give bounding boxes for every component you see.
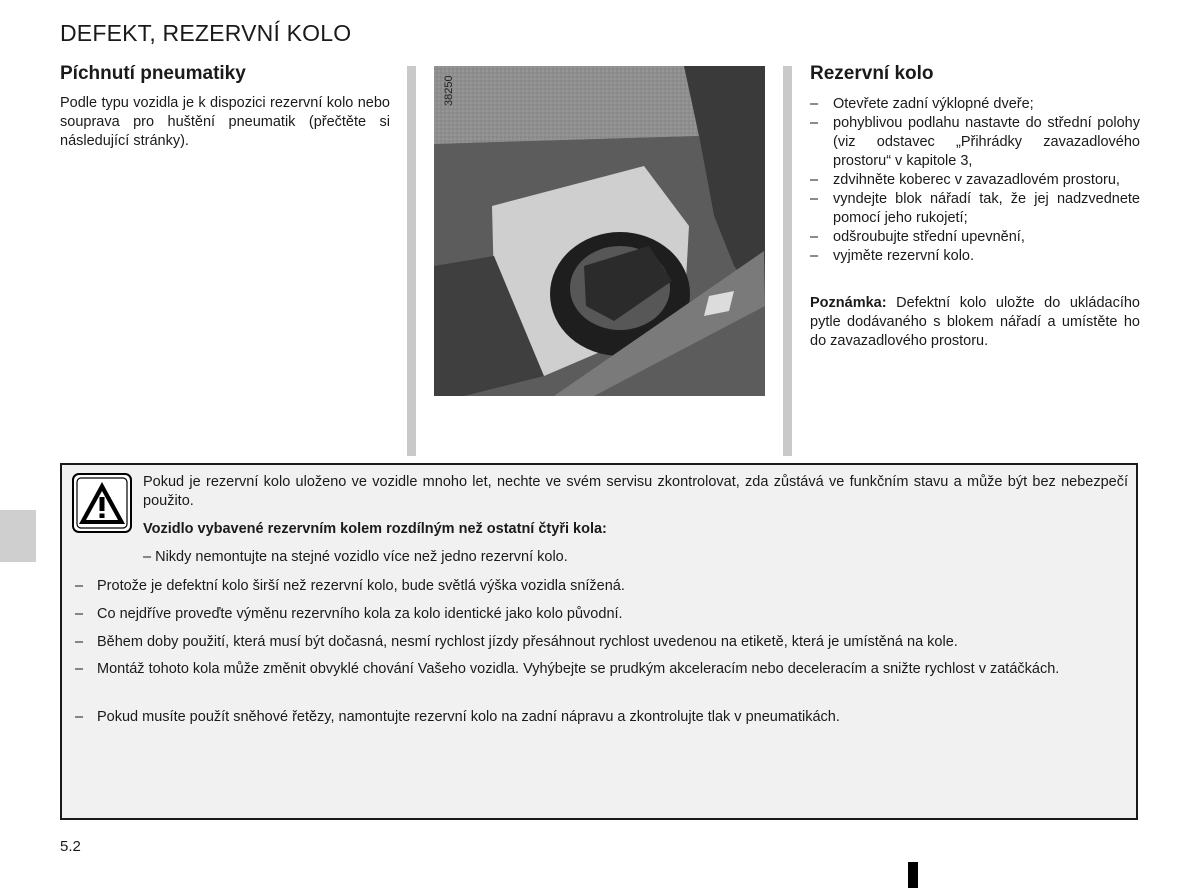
warning-list-item: – Montáž tohoto kola může změnit obvyklé chování Vašeho vozidla. Vyhýbejte se prudkým akceleracím nebo deceleracím a snižte rychlost v zatáčkách. xyxy=(75,661,1060,677)
spare-wheel-steps xyxy=(810,95,1140,266)
list-item: – pohyblivou podlahu nastavte do střední polohy (viz odstavec „Přihrádky zavazadlového prostoru“ v kapitole 3, xyxy=(810,115,1140,169)
puncture-paragraph: Podle typu vozidla je k dispozici rezervní kolo nebo souprava pro huštění pneumatik (přečtěte si následující stránky). xyxy=(60,95,390,149)
trunk-carpet-top xyxy=(434,66,699,144)
chapter-side-tab xyxy=(0,510,36,562)
page-title: DEFEKT, REZERVNÍ KOLO xyxy=(60,20,352,46)
section-heading-spare-wheel: Rezervní kolo xyxy=(810,63,934,84)
warning-sub-item: – Nikdy nemontujte na stejné vozidlo více než jedno rezervní kolo. xyxy=(143,549,568,565)
section-heading-puncture: Píchnutí pneumatiky xyxy=(60,63,246,84)
list-item: – zdvihněte koberec v zavazadlovém prostoru, xyxy=(810,172,1120,188)
warning-list-item: – Co nejdříve proveďte výměnu rezervního kola za kolo identické jako kolo původní. xyxy=(75,606,623,622)
note-text: Defektní kolo uložte do ukládacího pytle dodávaného s blokem nářadí a umístěte ho do zavazadlového prostoru. xyxy=(810,295,1140,349)
spare-wheel-note xyxy=(810,294,1140,351)
list-item: – vyndejte blok nářadí tak, že jej nadzvednete pomocí jeho rukojetí; xyxy=(810,191,1140,226)
warning-intro: Pokud je rezervní kolo uloženo ve vozidle mnoho let, nechte ve svém servisu zkontrolovat, zda zůstává ve funkčním stavu a může být bez nebezpečí použito. xyxy=(143,474,1128,509)
warning-triangle-icon xyxy=(72,473,132,533)
warning-list-item: – Protože je defektní kolo širší než rezervní kolo, bude světlá výška vozidla snížená. xyxy=(75,578,625,594)
warning-list-item: – Během doby použití, která musí být dočasná, nesmí rychlost jízdy přesáhnout rychlost uvedenou na etiketě, která je umístěná na kole. xyxy=(75,634,958,650)
warning-subheading: Vozidlo vybavené rezervním kolem rozdílným než ostatní čtyři kola: xyxy=(143,521,607,537)
page-number: 5.2 xyxy=(60,838,81,855)
list-item: – vyjměte rezervní kolo. xyxy=(810,248,975,264)
list-item: – odšroubujte střední upevnění, xyxy=(810,229,1025,245)
spare-wheel-photo xyxy=(434,66,765,396)
warning-list-item: – Pokud musíte použít sněhové řetězy, namontujte rezervní kolo na zadní nápravu a zkontrolujte tlak v pneumatikách. xyxy=(75,709,840,725)
column-divider-right xyxy=(783,66,792,456)
list-item: – Otevřete zadní výklopné dveře; xyxy=(810,96,1034,112)
note-label: Poznámka: xyxy=(810,295,887,311)
print-corner-mark xyxy=(908,862,918,888)
column-divider-left xyxy=(407,66,416,456)
photo-reference-number: 38250 xyxy=(443,75,455,106)
